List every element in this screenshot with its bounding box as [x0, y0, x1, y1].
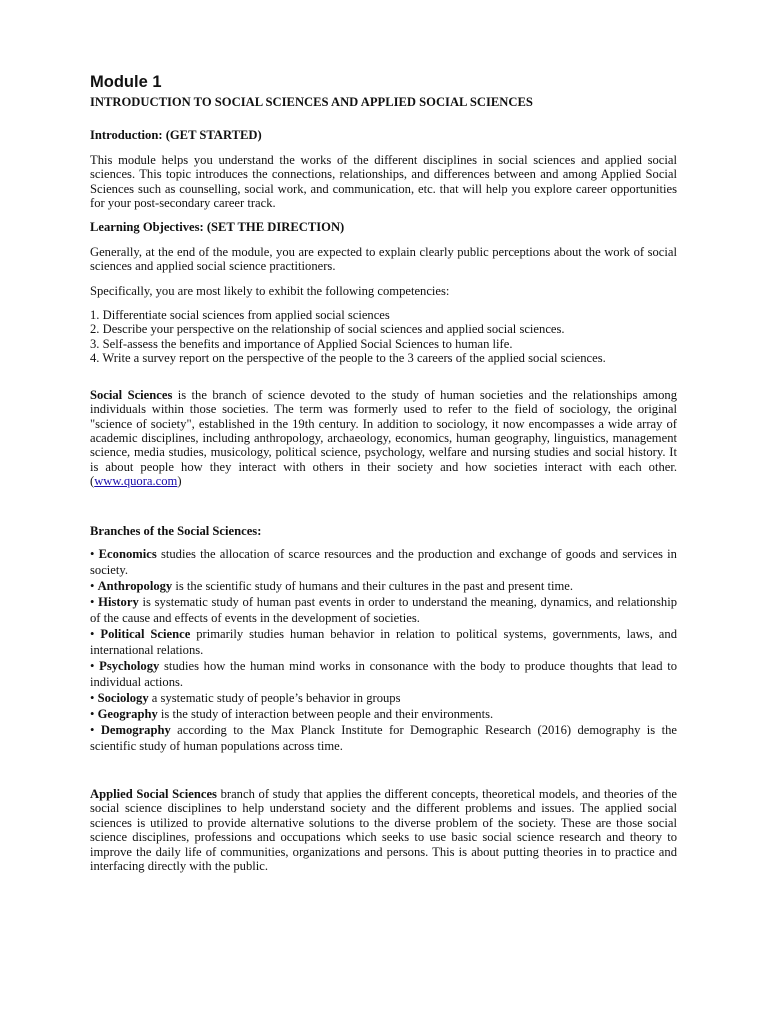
intro-heading: Introduction: (GET STARTED) [90, 128, 262, 143]
branch-item-history [90, 594, 677, 626]
social-sciences-closing: ) [177, 474, 182, 489]
branch-item-geography [90, 706, 677, 722]
branch-text: studies how the human mind works in consonance with the body to produce thoughts that lead to individual actions. [90, 658, 677, 689]
branch-text: primarily studies human behavior in relation to political systems, governments, laws, and international relations. [90, 626, 677, 657]
competency-item: 1. Differentiate social sciences from applied social sciences [90, 308, 390, 323]
branch-item-economics [90, 546, 677, 578]
branch-text: is the study of interaction between people and their environments. [157, 706, 494, 721]
applied-term: Applied Social Sciences [90, 786, 217, 801]
quora-source-link[interactable]: www.quora.com [94, 474, 178, 489]
competency-item: 4. Write a survey report on the perspective of the people to the 3 careers of the applied social sciences. [90, 351, 606, 366]
branch-term: Political Science [100, 626, 191, 641]
branch-text: studies the allocation of scarce resources and the production and exchange of goods and services in society. [90, 546, 677, 577]
branch-text: is the scientific study of humans and their cultures in the past and present time. [172, 578, 574, 593]
intro-paragraph: This module helps you understand the works of the different disciplines in social sciences and applied social sciences. This topic introduces the connections, relationships, and differences between and among Applied Social Sciences such as counselling, social work, and communication, etc. that will help you explore career opportunities for your post-secondary career track. [90, 152, 677, 211]
branch-term: Sociology [97, 690, 149, 705]
document-content [90, 72, 677, 873]
objectives-specific-intro: Specifically, you are most likely to exhibit the following competencies: [90, 283, 450, 298]
branch-text: according to the Max Planck Institute for Demographic Research (2016) demography is the scientific study of human populations across time. [90, 722, 677, 753]
competency-list [90, 308, 677, 366]
objectives-heading: Learning Objectives: (SET THE DIRECTION) [90, 220, 345, 235]
branches-list [90, 546, 677, 754]
branches-heading: Branches of the Social Sciences: [90, 523, 262, 538]
bullet-marker: • [90, 658, 95, 673]
module-title: Module 1 [90, 73, 162, 91]
bullet-marker: • [90, 578, 95, 593]
competency-item: 2. Describe your perspective on the relationship of social sciences and applied social sciences. [90, 322, 565, 337]
applied-social-sciences-paragraph [90, 787, 677, 873]
branch-text: a systematic study of people’s behavior in groups [148, 690, 401, 705]
branch-term: Economics [98, 546, 157, 561]
module-subtitle: INTRODUCTION TO SOCIAL SCIENCES AND APPLIED SOCIAL SCIENCES [90, 95, 533, 109]
branch-term: Psychology [99, 658, 160, 673]
bullet-marker: • [90, 626, 95, 641]
social-sciences-definition: is the branch of science devoted to the study of human societies and the relationships among individuals within those societies. The term was formerly used to refer to the field of sociology, the original "science of society", established in the 19th century. In addition to sociology, it now encompasses a wide array of academic disciplines, including anthropology, archaeology, economics, human geography, linguistics, management science, media studies, musicology, political science, psychology, welfare and nursing studies and social history. It is about people how they interact with others in their society and how societies interact with each other. ( [90, 387, 677, 489]
bullet-marker: • [90, 594, 95, 609]
bullet-marker: • [90, 546, 95, 561]
social-sciences-paragraph [90, 388, 677, 489]
branch-term: Geography [97, 706, 158, 721]
bullet-marker: • [90, 722, 95, 737]
branch-item-anthropology [90, 578, 677, 594]
branch-term: Anthropology [97, 578, 173, 593]
branch-text: is systematic study of human past events in order to understand the meaning, dynamics, and relationship of the cause and effects of events in the development of societies. [90, 594, 678, 625]
competency-item: 3. Self-assess the benefits and importance of Applied Social Sciences to human life. [90, 336, 513, 351]
branch-term: Demography [100, 722, 171, 737]
objectives-general: Generally, at the end of the module, you are expected to explain clearly public perceptions about the work of social sciences and applied social science practitioners. [90, 244, 677, 274]
branch-item-political-science [90, 626, 677, 658]
branch-term: History [98, 594, 139, 609]
bullet-marker: • [90, 690, 95, 705]
branch-item-demography [90, 722, 677, 754]
social-sciences-term: Social Sciences [90, 387, 173, 402]
branch-item-sociology [90, 690, 677, 706]
applied-definition: branch of study that applies the different concepts, theoretical models, and theories of the social science disciplines to help understand society and the different problems and issues. The applied social sciences is utilized to provide alternative solutions to the diverse problem of the society. These are those social science disciplines, professions and occupations which seeks to use basic social science research and theory to improve the daily life of communities, organizations and persons. This is about putting theories in to practice and interfacing directly with the public. [90, 786, 677, 873]
branch-item-psychology [90, 658, 677, 690]
bullet-marker: • [90, 706, 95, 721]
